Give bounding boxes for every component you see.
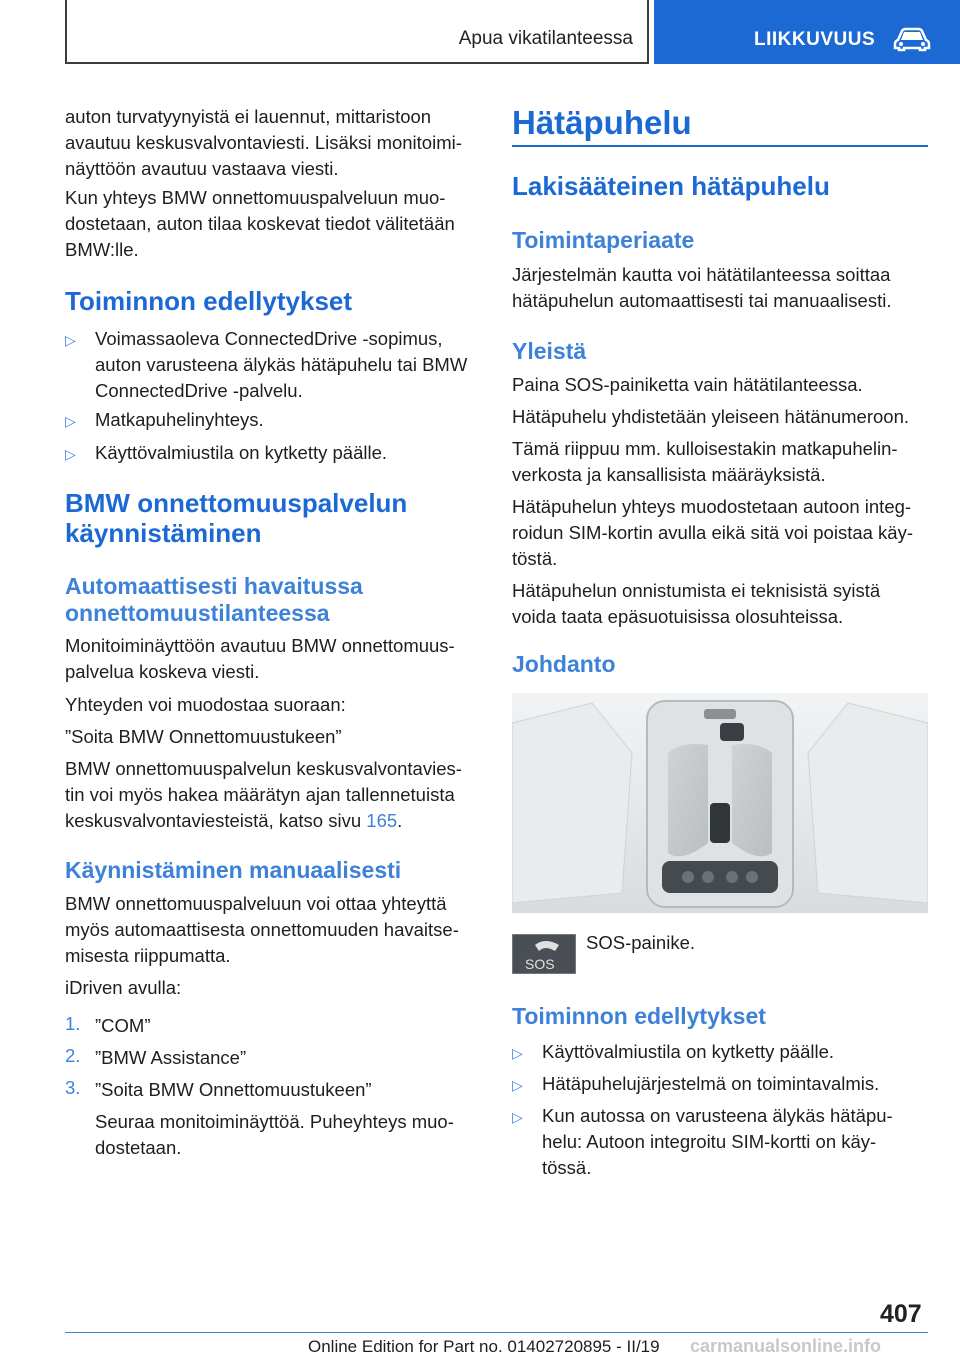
step-number: 3. [65, 1077, 81, 1098]
list-item: helu: Autoon integroitu SIM-kortti on käy- [542, 1131, 877, 1152]
auto-line-text: keskusvalvontaviesteistä, katso sivu [65, 810, 367, 831]
general-line: Hätäpuhelun onnistumista ei teknisistä syistä [512, 580, 881, 601]
general-line: töstä. [512, 548, 558, 569]
heading-general: Yleistä [512, 338, 587, 364]
heading-intro: Johdanto [512, 651, 616, 677]
heading-principle: Toimintaperiaate [512, 227, 695, 253]
heading-main: Hätäpuhelu [512, 104, 692, 141]
sos-button-icon [512, 934, 576, 974]
general-line: Paina SOS-painiketta vain hätätilanteessa. [512, 374, 863, 395]
list-item: Voimassaoleva ConnectedDrive -sopimus, [95, 328, 443, 349]
auto-line: Yhteyden voi muodostaa suoraan: [65, 694, 346, 715]
list-item: Hätäpuhelujärjestelmä on toimintavalmis. [542, 1073, 880, 1094]
bullet-triangle-icon: ▷ [512, 1045, 523, 1061]
list-item: ConnectedDrive -palvelu. [95, 380, 303, 401]
general-line: Tämä riippuu mm. kulloisestakin matkapuhelin- [512, 438, 898, 459]
intro-line: avautuu keskusvalvontaviesti. Lisäksi monitoimi- [65, 132, 462, 153]
watermark-text: carmanualsonline.info [690, 1336, 882, 1356]
step-extra: Seuraa monitoiminäyttöä. Puheyhteys muo- [95, 1111, 454, 1132]
general-line: verkosta ja kansallisista määräyksistä. [512, 464, 826, 485]
general-line: roidun SIM-kortin avulla eikä sitä voi poistaa käy- [512, 522, 914, 543]
sos-icon-text: SOS [525, 956, 555, 972]
bullet-triangle-icon: ▷ [65, 332, 76, 348]
heading-start: BMW onnettomuuspalvelun [65, 488, 408, 518]
para2-line: dostetaan, auton tilaa koskevat tiedot välitetään [65, 213, 455, 234]
principle-line: hätäpuhelun automaattisesti tai manuaalisesti. [512, 290, 892, 311]
intro-line: auton turvatyynyistä ei lauennut, mittaristoon [65, 106, 432, 127]
chapter-tab[interactable] [654, 0, 960, 64]
step-text: ”COM” [95, 1015, 151, 1036]
heading-auto: onnettomuustilanteessa [65, 600, 330, 626]
general-line: Hätäpuhelu yhdistetään yleiseen hätänumeroon. [512, 406, 910, 427]
chapter-tab-label: LIIKKUVUUS [754, 29, 876, 50]
auto-line: palvelua koskeva viesti. [65, 661, 260, 682]
heading-legal: Lakisääteinen hätäpuhelu [512, 171, 830, 201]
section-title: Apua vikatilanteessa [458, 28, 633, 49]
heading-rule [512, 145, 928, 147]
step-number: 1. [65, 1013, 81, 1034]
auto-line: tin voi myös hakea määrätyn ajan tallennetuista [65, 784, 455, 805]
header-frame [65, 0, 649, 64]
step-number: 2. [65, 1045, 81, 1066]
list-item: Käyttövalmiustila on kytketty päälle. [542, 1041, 835, 1062]
list-item: auton varusteena älykäs hätäpuhelu tai BMW [95, 354, 468, 375]
para2-line: BMW:lle. [65, 239, 139, 260]
general-line: Hätäpuhelun yhteys muodostetaan autoon integ- [512, 496, 912, 517]
bullet-triangle-icon: ▷ [65, 413, 76, 429]
edition-text: Online Edition for Part no. 01402720895 - II/19 [308, 1337, 660, 1356]
list-item: Matkapuhelinyhteys. [95, 409, 264, 430]
general-line: voida taata epäsuotuisissa olosuhteissa. [512, 606, 844, 627]
page-number: 407 [880, 1300, 922, 1328]
intro-line: näyttöön avautuu vastaava viesti. [65, 158, 339, 179]
heading-requirements-right: Toiminnon edellytykset [512, 1003, 766, 1029]
bullet-triangle-icon: ▷ [65, 446, 76, 462]
step-extra: dostetaan. [95, 1137, 182, 1158]
para2-line: Kun yhteys BMW onnettomuuspalveluun muo- [65, 187, 446, 208]
manual-line: BMW onnettomuuspalveluun voi ottaa yhteyttä [65, 893, 447, 914]
manual-line: misesta riippumatta. [65, 945, 231, 966]
auto-line: ”Soita BMW Onnettomuustukeen” [65, 726, 342, 747]
manual-line: myös automaattisesta onnettomuuden havaitse- [65, 919, 459, 940]
footer-rule [65, 1332, 928, 1333]
bullet-triangle-icon: ▷ [512, 1109, 523, 1125]
car-icon [892, 26, 932, 52]
step-text: ”Soita BMW Onnettomuustukeen” [95, 1079, 372, 1100]
list-item: Käyttövalmiustila on kytketty päälle. [95, 442, 388, 463]
heading-manual: Käynnistäminen manuaalisesti [65, 857, 402, 883]
auto-line [65, 808, 402, 834]
heading-auto: Automaattisesti havaitussa [65, 573, 363, 599]
step-text: ”BMW Assistance” [95, 1047, 247, 1068]
list-item: tössä. [542, 1157, 592, 1178]
heading-start: käynnistäminen [65, 518, 262, 548]
bullet-triangle-icon: ▷ [512, 1077, 523, 1093]
principle-line: Järjestelmän kautta voi hätätilanteessa soittaa [512, 264, 891, 285]
auto-line: BMW onnettomuuspalvelun keskusvalvontavies- [65, 758, 462, 779]
auto-line-end: . [397, 810, 403, 831]
sos-caption: SOS-painike. [586, 932, 695, 953]
list-item: Kun autossa on varusteena älykäs hätäpu- [542, 1105, 893, 1126]
auto-line: Monitoiminäyttöön avautuu BMW onnettomuus- [65, 635, 455, 656]
manual-line: iDriven avulla: [65, 977, 182, 998]
heading-requirements: Toiminnon edellytykset [65, 286, 353, 316]
page-link[interactable]: 165 [366, 810, 398, 831]
roof-console-photo [512, 693, 928, 913]
